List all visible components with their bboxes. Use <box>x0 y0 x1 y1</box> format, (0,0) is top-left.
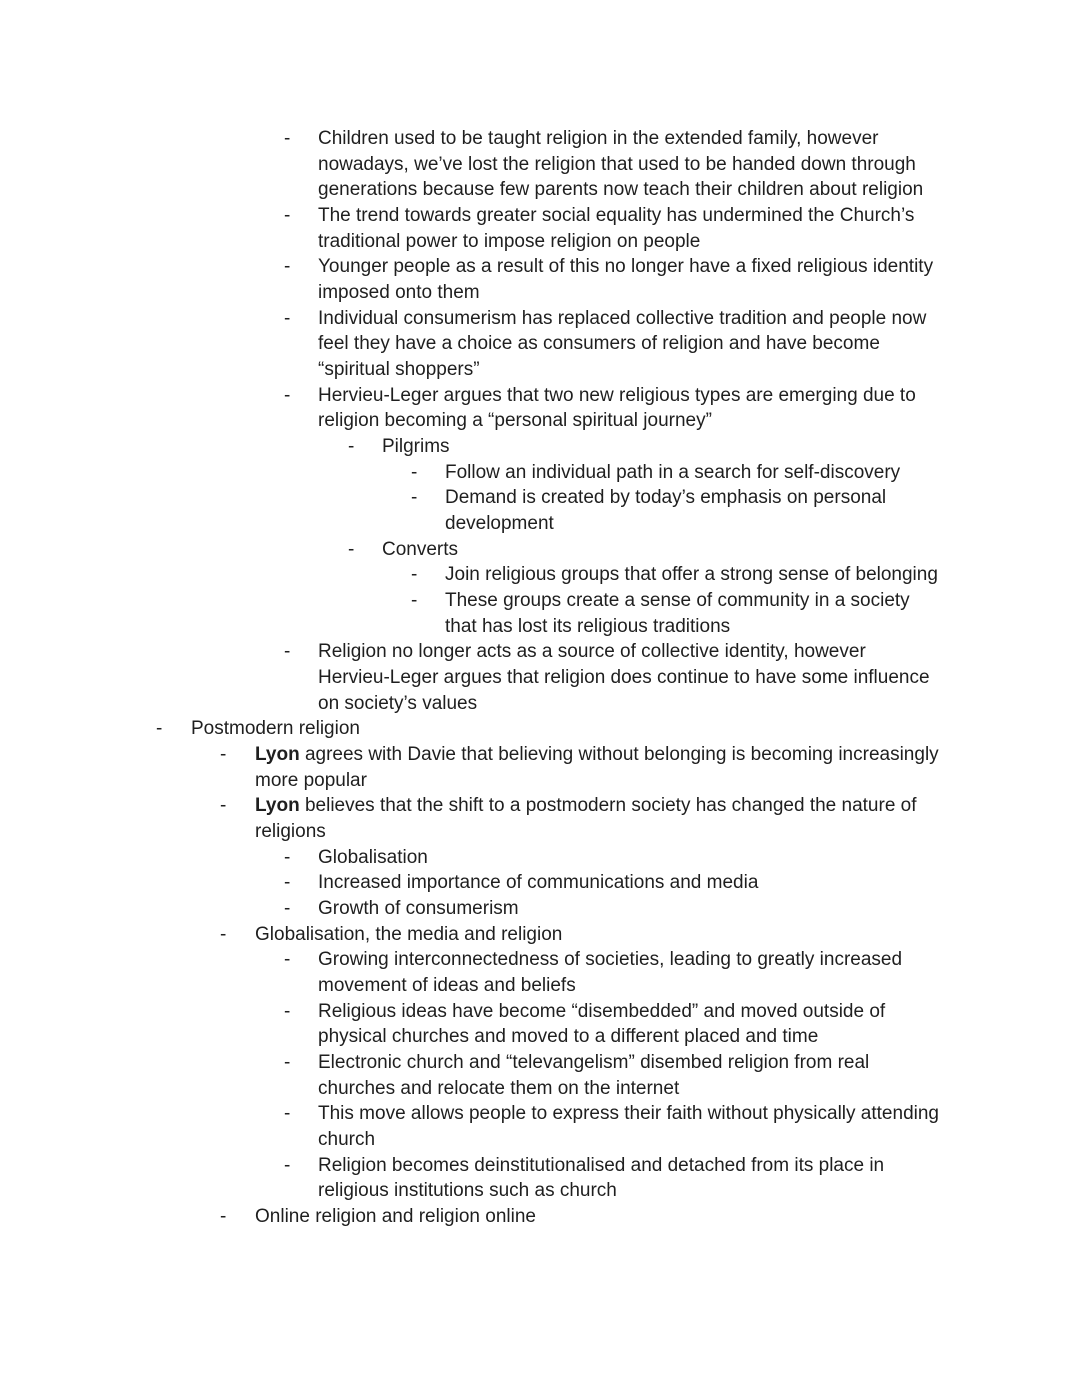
list-item-text: Religious ideas have become “disembedded” and moved outside of <box>318 1001 886 1022</box>
list-item <box>0 485 1080 511</box>
list-item-continuation <box>0 691 1080 717</box>
list-item <box>0 434 1080 460</box>
list-item-continuation <box>0 280 1080 306</box>
bullet-dash: - <box>284 385 291 406</box>
list-item-text: Hervieu-Leger argues that religion does continue to have some influence <box>318 667 930 688</box>
list-item-continuation <box>0 511 1080 537</box>
list-item-text: nowadays, we’ve lost the religion that used to be handed down through <box>318 154 916 175</box>
bullet-dash: - <box>284 308 291 329</box>
bullet-dash: - <box>284 205 291 226</box>
bullet-dash: - <box>284 256 291 277</box>
list-item <box>0 126 1080 152</box>
list-item-text: Online religion and religion online <box>255 1206 536 1227</box>
list-item-text: more popular <box>255 770 367 791</box>
list-item-text: religions <box>255 821 326 842</box>
list-item-continuation <box>0 152 1080 178</box>
bullet-dash: - <box>411 590 418 611</box>
list-item-text-rest: believes that the shift to a postmodern society has changed the nature of <box>299 795 917 816</box>
list-item-continuation <box>0 177 1080 203</box>
list-item-continuation <box>0 768 1080 794</box>
bullet-dash: - <box>284 898 291 919</box>
list-item-text: Globalisation, the media and religion <box>255 924 563 945</box>
list-item-continuation <box>0 1127 1080 1153</box>
list-item-text: These groups create a sense of community in a society <box>445 590 910 611</box>
list-item-continuation <box>0 357 1080 383</box>
bullet-dash: - <box>411 564 418 585</box>
author-name-lyon: Lyon <box>255 744 300 765</box>
list-item <box>0 254 1080 280</box>
bullet-dash: - <box>348 539 355 560</box>
list-item-text: Postmodern religion <box>191 718 360 739</box>
bullet-dash: - <box>220 744 227 765</box>
list-item-text: Growing interconnectedness of societies, leading to greatly increased <box>318 949 903 970</box>
section-heading-online <box>0 1204 1080 1230</box>
list-item-text: development <box>445 513 554 534</box>
list-item-continuation <box>0 1076 1080 1102</box>
list-item-text: Growth of consumerism <box>318 898 519 919</box>
list-item <box>0 999 1080 1025</box>
author-name-lyon: Lyon <box>255 795 300 816</box>
bullet-dash: - <box>284 128 291 149</box>
list-item-text: Join religious groups that offer a strong sense of belonging <box>445 564 938 585</box>
list-item-continuation <box>0 665 1080 691</box>
list-item-text: churches and relocate them on the internet <box>318 1078 680 1099</box>
list-item-text-rest: agrees with Davie that believing without belonging is becoming increasingly <box>299 744 939 765</box>
list-item <box>0 870 1080 896</box>
bullet-dash: - <box>411 487 418 508</box>
list-item-text: Religion no longer acts as a source of collective identity, however <box>318 641 866 662</box>
list-item-text: Younger people as a result of this no longer have a fixed religious identity <box>318 256 934 277</box>
list-item <box>0 639 1080 665</box>
list-item-text: Follow an individual path in a search for self-discovery <box>445 462 901 483</box>
list-item-text: movement of ideas and beliefs <box>318 975 576 996</box>
list-item <box>0 203 1080 229</box>
list-item-text: Demand is created by today’s emphasis on personal <box>445 487 887 508</box>
list-item-text: Electronic church and “televangelism” disembed religion from real <box>318 1052 870 1073</box>
bullet-dash: - <box>284 872 291 893</box>
section-heading-postmodern <box>0 716 1080 742</box>
list-item-continuation <box>0 973 1080 999</box>
list-item-text: generations because few parents now teach their children about religion <box>318 179 924 200</box>
bullet-dash: - <box>284 949 291 970</box>
list-item <box>0 306 1080 332</box>
list-item-text: The trend towards greater social equality has undermined the Church’s <box>318 205 915 226</box>
list-item-text: Individual consumerism has replaced collective tradition and people now <box>318 308 927 329</box>
list-item-continuation <box>0 1024 1080 1050</box>
list-item-continuation <box>0 229 1080 255</box>
list-item-text: feel they have a choice as consumers of religion and have become <box>318 333 880 354</box>
list-item-continuation <box>0 819 1080 845</box>
list-item-text: Religion becomes deinstitutionalised and detached from its place in <box>318 1155 885 1176</box>
bullet-dash: - <box>284 641 291 662</box>
list-item-continuation <box>0 331 1080 357</box>
list-item <box>0 896 1080 922</box>
bullet-dash: - <box>348 436 355 457</box>
bullet-dash: - <box>156 718 163 739</box>
list-item <box>0 947 1080 973</box>
list-item-continuation <box>0 614 1080 640</box>
bullet-dash: - <box>220 1206 227 1227</box>
bullet-dash: - <box>284 1001 291 1022</box>
list-item <box>0 793 1080 819</box>
list-item <box>0 742 1080 768</box>
list-item-continuation <box>0 1178 1080 1204</box>
list-item-text <box>255 742 939 768</box>
list-item <box>0 1153 1080 1179</box>
bullet-dash: - <box>284 1155 291 1176</box>
list-item <box>0 588 1080 614</box>
list-item <box>0 562 1080 588</box>
bullet-dash: - <box>284 1052 291 1073</box>
list-item-text: Hervieu-Leger argues that two new religious types are emerging due to <box>318 385 916 406</box>
section-heading-globalisation <box>0 922 1080 948</box>
list-item <box>0 460 1080 486</box>
list-item-continuation <box>0 408 1080 434</box>
list-item <box>0 845 1080 871</box>
list-item-text: Children used to be taught religion in the extended family, however <box>318 128 879 149</box>
list-item-text: physical churches and moved to a different placed and time <box>318 1026 819 1047</box>
list-item-text: that has lost its religious traditions <box>445 616 731 637</box>
bullet-dash: - <box>220 795 227 816</box>
list-item-text: on society’s values <box>318 693 478 714</box>
bullet-dash: - <box>220 924 227 945</box>
list-item <box>0 383 1080 409</box>
list-item-text: Pilgrims <box>382 436 450 457</box>
bullet-dash: - <box>411 462 418 483</box>
bullet-dash: - <box>284 847 291 868</box>
list-item-text: traditional power to impose religion on people <box>318 231 701 252</box>
list-item-text: Globalisation <box>318 847 428 868</box>
list-item <box>0 1050 1080 1076</box>
list-item-text: “spiritual shoppers” <box>318 359 480 380</box>
list-item-text: imposed onto them <box>318 282 480 303</box>
list-item <box>0 537 1080 563</box>
list-item-text: religion becoming a “personal spiritual journey” <box>318 410 712 431</box>
list-item <box>0 1101 1080 1127</box>
list-item-text: Increased importance of communications and media <box>318 872 759 893</box>
bullet-dash: - <box>284 1103 291 1124</box>
list-item-text: Converts <box>382 539 459 560</box>
list-item-text: This move allows people to express their faith without physically attending <box>318 1103 939 1124</box>
list-item-text <box>255 793 917 819</box>
list-item-text: church <box>318 1129 376 1150</box>
list-item-text: religious institutions such as church <box>318 1180 617 1201</box>
